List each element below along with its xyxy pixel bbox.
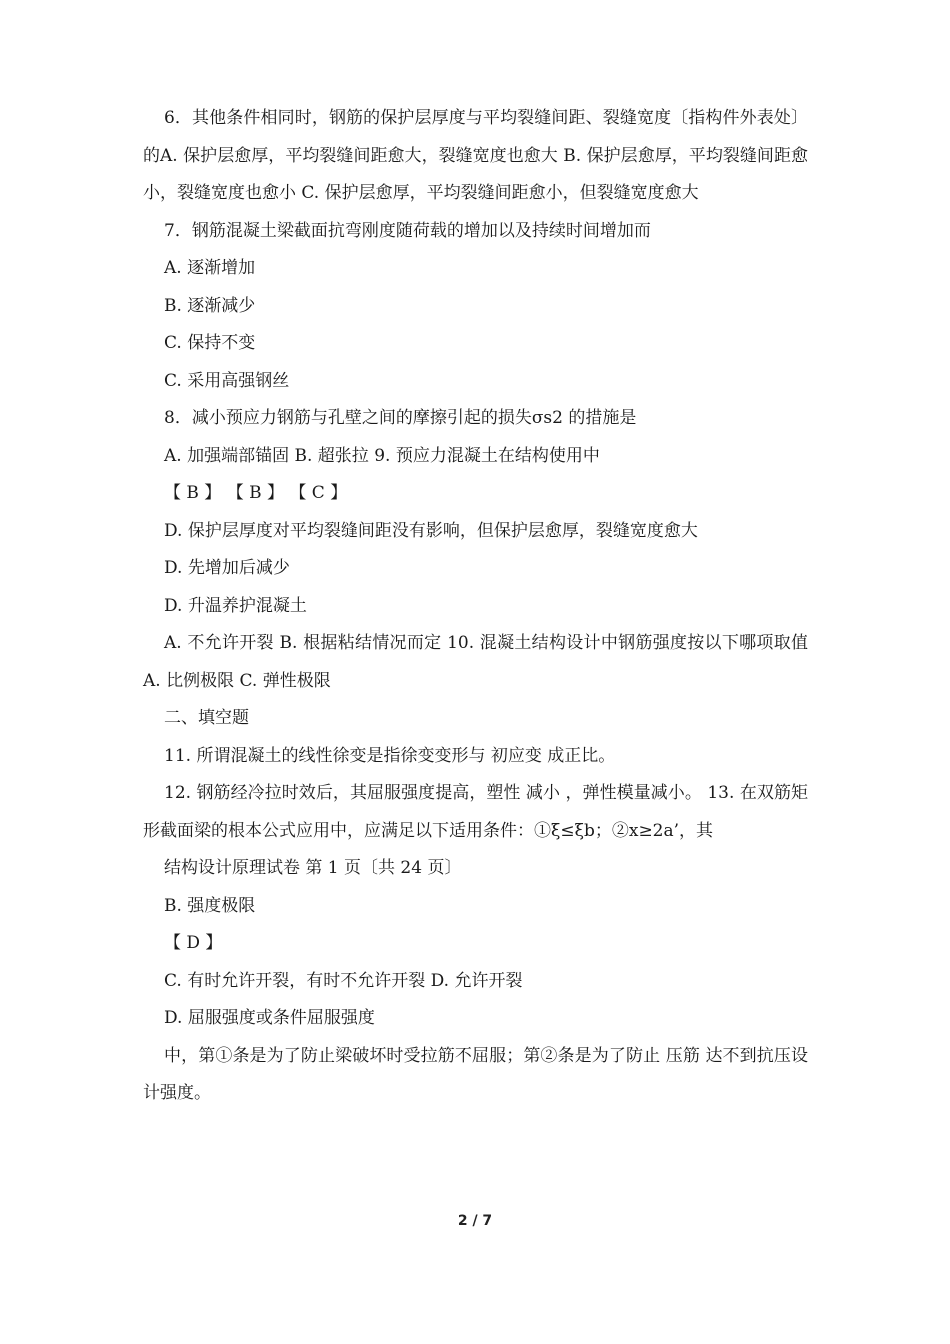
document-body: [143, 100, 808, 1113]
paragraph-q13-continued: 中，第①条是为了防止梁破坏时受拉筋不屈服；第②条是为了防止 压筋 达不到抗压设计强度。: [143, 1045, 808, 1103]
paragraph-q9-options-q10: A. 不允许开裂 B. 根据粘结情况而定 10. 混凝土结构设计中钢筋强度按以下哪项取值 A. 比例极限 C. 弹性极限: [143, 633, 808, 691]
paragraph-exam-page-reference: 结构设计原理试卷 第 1 页〔共 24 页〕: [164, 858, 462, 878]
paragraph-q6-option-d: D. 保护层厚度对平均裂缝间距没有影响，但保护层愈厚，裂缝宽度愈大: [164, 520, 698, 541]
paragraph-q7-option-b: B. 逐渐减少: [164, 295, 256, 316]
paragraph-q8-option-d: D. 升温养护混凝土: [164, 595, 307, 616]
page-number: 2 / 7: [457, 1213, 493, 1229]
paragraph-answers-b-b-c: 【 B 】 【 B 】 【 C 】: [164, 483, 348, 503]
paragraph-option-c-steel-wire: C. 采用高强钢丝: [164, 370, 290, 391]
paragraph-q11: 11. 所谓混凝土的线性徐变是指徐变变形与 初应变 成正比。: [164, 745, 616, 766]
paragraph-q7-option-a: A. 逐渐增加: [164, 258, 256, 278]
paragraph-q10-option-b: B. 强度极限: [164, 895, 256, 916]
section-heading-fill-in: 二、填空题: [164, 708, 249, 728]
paragraph-q7: 7．钢筋混凝土梁截面抗弯刚度随荷载的增加以及持续时间增加而: [164, 220, 651, 241]
paragraph-q12-q13: 12. 钢筋经冷拉时效后，其屈服强度提高，塑性 减小 ，弹性模量减小。 13. 在双筋矩形截面梁的根本公式应用中，应满足以下适用条件：①ξ≤ξb；②x≥2a’，其: [143, 783, 808, 841]
paragraph-q10-option-d: D. 屈服强度或条件屈服强度: [164, 1008, 375, 1028]
paragraph-q8: 8．减小预应力钢筋与孔壁之间的摩擦引起的损失σs2 的措施是: [164, 408, 637, 428]
paragraph-q7-option-c: C. 保持不变: [164, 333, 256, 353]
paragraph-answer-d: 【 D 】: [164, 933, 223, 953]
paragraph-q9-options-c-d: C. 有时允许开裂，有时不允许开裂 D. 允许开裂: [164, 970, 523, 991]
paragraph-q6: 6．其他条件相同时，钢筋的保护层厚度与平均裂缝间距、裂缝宽度〔指构件外表处〕的A. 保护层愈厚，平均裂缝间距愈大，裂缝宽度也愈大 B. 保护层愈厚，平均裂缝间距愈小，裂缝宽度也愈小 C. 保护层愈厚，平均裂缝间距愈小，但裂缝宽度愈大: [143, 108, 808, 203]
paragraph-q7-option-d: D. 先增加后减少: [164, 558, 290, 578]
paragraph-q8-options-q9: A. 加强端部锚固 B. 超张拉 9. 预应力混凝土在结构使用中: [164, 445, 600, 466]
